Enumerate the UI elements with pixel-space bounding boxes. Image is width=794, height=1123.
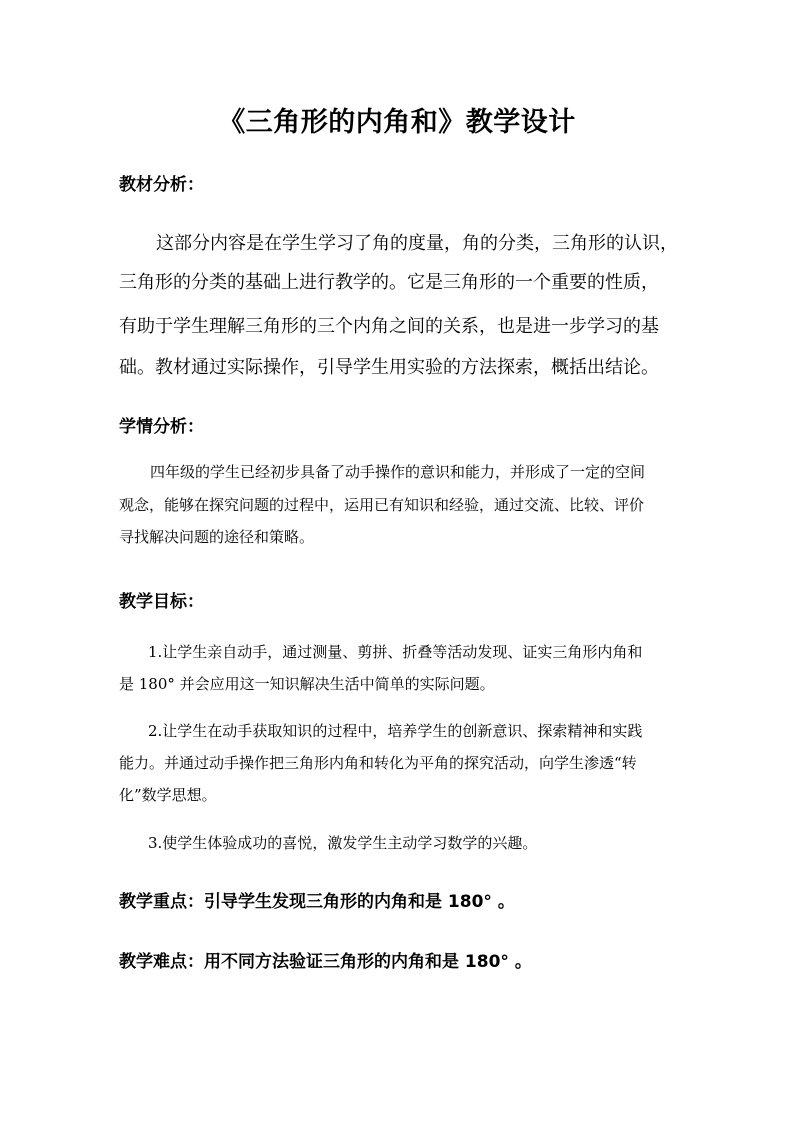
goal-1-line-2: 是 180° 并会应用这一知识解决生活中简单的实际问题。 xyxy=(119,675,495,693)
teaching-key-point: 教学重点：引导学生发现三角形的内角和是 180° 。 xyxy=(119,892,515,912)
material-line-2: 三角形的分类的基础上进行教学的。它是三角形的一个重要的性质， xyxy=(119,272,659,293)
material-line-4: 础。教材通过实际操作，引导学生用实验的方法探索，概括出结论。 xyxy=(119,357,659,378)
material-analysis-heading: 教材分析： xyxy=(119,175,204,195)
goal-2-line-1: 2.让学生在动手获取知识的过程中，培养学生的创新意识、探索精神和实践 xyxy=(148,722,643,740)
material-line-1: 这部分内容是在学生学习了角的度量，角的分类，三角形的认识， xyxy=(156,233,678,254)
document-title: 《三角形的内角和》教学设计 xyxy=(218,107,576,138)
teaching-difficulty: 教学难点：用不同方法验证三角形的内角和是 180° 。 xyxy=(119,952,532,972)
goal-3-line-1: 3.使学生体验成功的喜悦，激发学生主动学习数学的兴趣。 xyxy=(148,834,538,852)
student-line-3: 寻找解决问题的途径和策略。 xyxy=(119,528,315,546)
student-analysis-heading: 学情分析： xyxy=(119,417,204,437)
goal-2-line-2: 能力。并通过动手操作把三角形内角和转化为平角的探究活动，向学生渗透“转 xyxy=(119,754,637,772)
teaching-goals-heading: 教学目标： xyxy=(119,592,204,612)
student-line-1: 四年级的学生已经初步具备了动手操作的意识和能力，并形成了一定的空间 xyxy=(150,463,646,481)
goal-2-line-3: 化”数学思想。 xyxy=(119,786,217,804)
goal-1-line-1: 1.让学生亲自动手，通过测量、剪拼、折叠等活动发现、证实三角形内角和 xyxy=(148,643,643,661)
student-line-2: 观念，能够在探究问题的过程中，运用已有知识和经验，通过交流、比较、评价 xyxy=(119,496,645,514)
material-line-3: 有助于学生理解三角形的三个内角之间的关系，也是进一步学习的基 xyxy=(119,316,659,337)
